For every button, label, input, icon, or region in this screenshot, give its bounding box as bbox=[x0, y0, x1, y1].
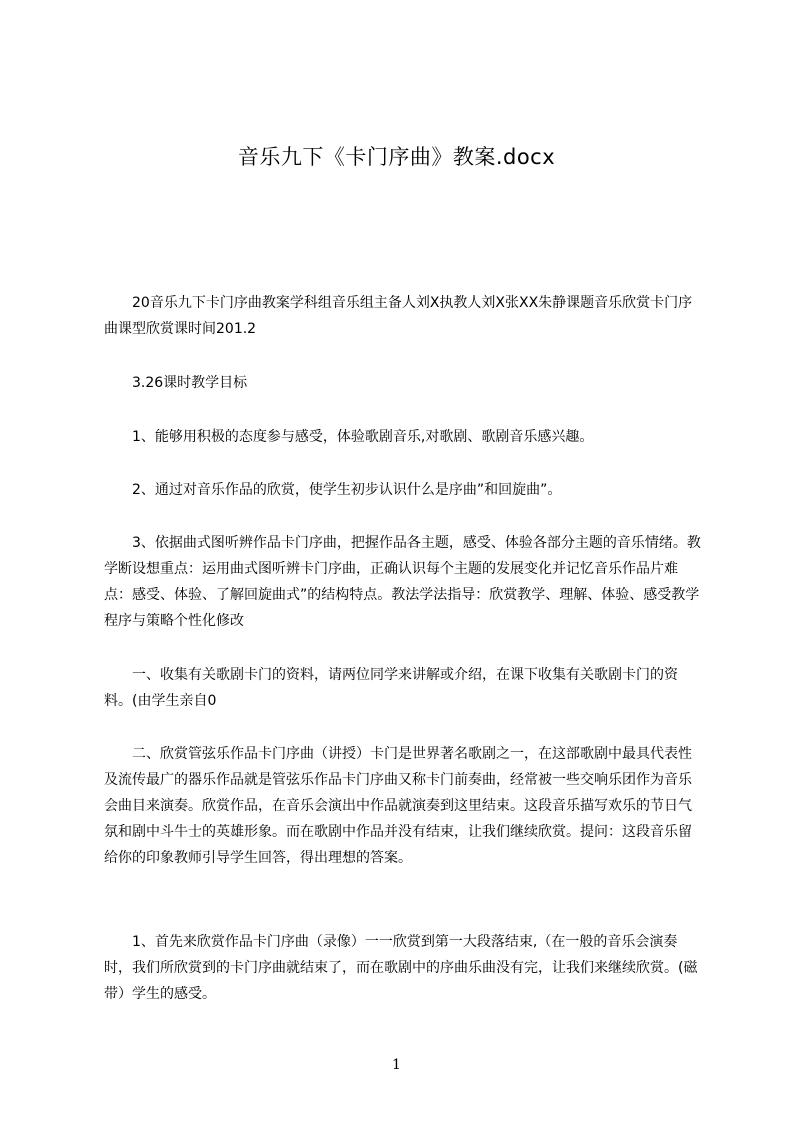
paragraph-objective-1: 1、能够用积极的态度参与感受，体验歌剧音乐,对歌剧、歌剧音乐感兴趣。 bbox=[104, 429, 594, 445]
paragraph-substep-1: 1、首先来欣赏作品卡门序曲（录像）一一欣赏到第一大段落结束,（在一般的音乐会演奏时，我们所欣赏到的卡门序曲就结束了，而在歌剧中的序曲乐曲没有完，让我们来继续欣赏。(磁带）学生的感受。 bbox=[104, 934, 698, 1002]
paragraph-step-2: 二、欣赏管弦乐作品卡门序曲（讲授）卡门是世界著名歌剧之一，在这部歌剧中最具代表性及流传最广的器乐作品就是管弦乐作品卡门序曲又称卡门前奏曲，经常被一些交响乐团作为音乐会曲目来演奏。欣赏作品，在音乐会演出中作品就演奏到这里结束。这段音乐描写欢乐的节日气氛和剧中斗牛士的英雄形象。而在歌剧中作品并没有结束，让我们继续欣赏。提问：这段音乐留给你的印象教师引导学生回答，得出理想的答案。 bbox=[104, 746, 692, 866]
paragraph-step-1: 一、收集有关歌剧卡门的资料，请两位同学来讲解或介绍，在课下收集有关歌剧卡门的资料。(由学生亲自0 bbox=[104, 667, 678, 709]
paragraph-lesson-info: 20音乐九下卡门序曲教案学科组音乐组主备人刘X执教人刘X张XX朱静课题音乐欣赏卡门序曲课型欣赏课时间201.2 bbox=[104, 295, 693, 337]
paragraph-objective-3: 3、依据曲式图听辨作品卡门序曲，把握作品各主题，感受、体验各部分主题的音乐情绪。教学断设想重点：运用曲式图听辨卡门序曲，正确认识每个主题的发展变化并记忆音乐作品片难点：感受、体验、了解回旋曲式”的结构特点。教法学法指导：欣赏教学、理解、体验、感受教学程序与策略个性化修改 bbox=[104, 535, 701, 629]
page-number: 1 bbox=[392, 1057, 401, 1073]
paragraph-objective-2: 2、通过对音乐作品的欣赏，使学生初步认识什么是序曲”和回旋曲”。 bbox=[104, 482, 562, 498]
paragraph-objectives-heading: 3.26课时教学目标 bbox=[104, 375, 248, 391]
document-title: 音乐九下《卡门序曲》教案.docx bbox=[237, 145, 556, 169]
